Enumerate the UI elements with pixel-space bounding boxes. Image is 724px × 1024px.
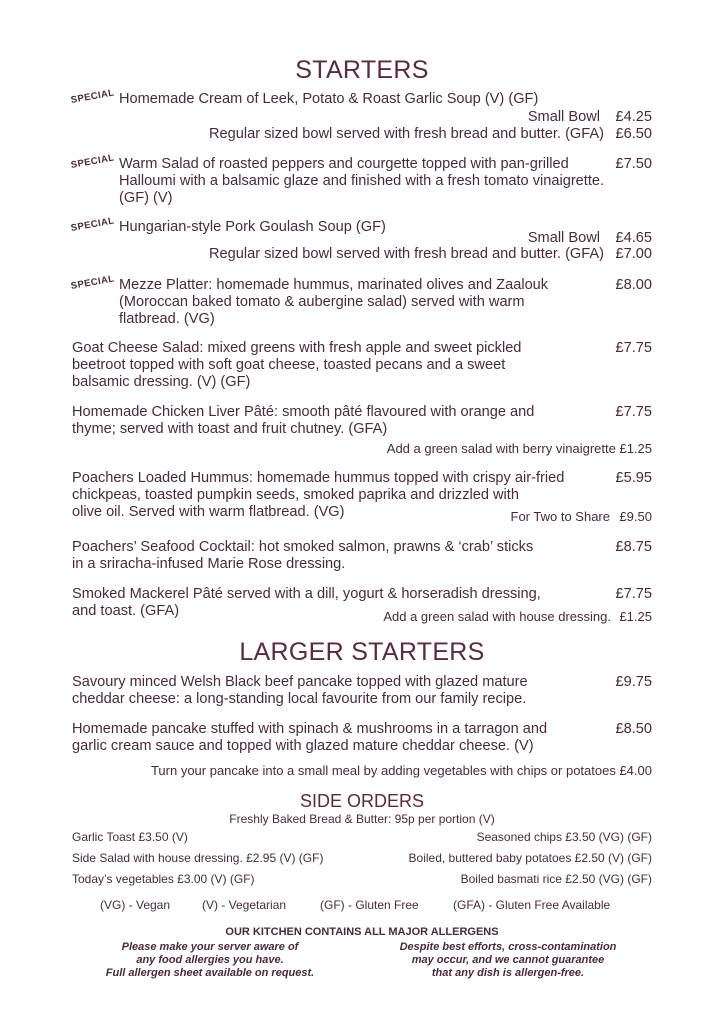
- item-price: £7.75: [615, 404, 652, 420]
- special-tag: SPECIAL: [70, 152, 116, 171]
- item-description-line: garlic cream sauce and topped with glazed mature cheddar cheese. (V): [72, 738, 534, 754]
- item-description-line: Homemade pancake stuffed with spinach & mushrooms in a tarragon and: [72, 721, 548, 737]
- add-salad-note: Add a green salad with berry vinaigrette £1.25: [386, 441, 652, 456]
- key-vegetarian: (V) - Vegetarian: [202, 898, 287, 912]
- item-description-line: flatbread. (VG): [119, 311, 215, 327]
- item-description-line: chickpeas, toasted pumpkin seeds, smoked paprika and drizzled with: [72, 487, 519, 503]
- item-price: £7.75: [615, 586, 652, 602]
- item-price: £7.50: [615, 156, 652, 172]
- item-description-line: Homemade Chicken Liver Pâté: smooth pâté flavoured with orange and: [72, 404, 535, 420]
- item-description-line: Warm Salad of roasted peppers and courgette topped with pan-grilled: [119, 156, 569, 172]
- regular-bowl-price: £6.50: [615, 126, 652, 142]
- item-description-line: Goat Cheese Salad: mixed greens with fresh apple and sweet pickled: [72, 340, 522, 356]
- item-price: £8.00: [615, 277, 652, 293]
- item-description-line: Savoury minced Welsh Black beef pancake topped with glazed mature: [72, 674, 528, 690]
- item-price: £7.75: [615, 340, 652, 356]
- item-price: £8.75: [615, 539, 652, 555]
- small-bowl-price: £4.25: [615, 109, 652, 125]
- allergen-advice-line: Please make your server aware of: [121, 941, 299, 953]
- special-tag: SPECIAL: [70, 215, 116, 234]
- pancake-meal-note: Turn your pancake into a small meal by adding vegetables with chips or potatoes £4.00: [150, 763, 652, 778]
- item-description-line: and toast. (GFA): [72, 603, 180, 619]
- share-price: £9.50: [619, 509, 652, 524]
- allergen-warning-line: that any dish is allergen-free.: [431, 967, 585, 979]
- item-description-line: (GF) (V): [119, 190, 173, 206]
- side-item: Boiled, buttered baby potatoes £2.50 (V) (GF): [408, 851, 652, 865]
- item-description-line: Poachers’ Seafood Cocktail: hot smoked salmon, prawns & ‘crab’ sticks: [72, 539, 534, 555]
- side-item: Garlic Toast £3.50 (V): [72, 830, 188, 844]
- key-gluten-free-available: (GFA) - Gluten Free Available: [453, 898, 611, 912]
- add-salad-label: Add a green salad with house dressing.: [383, 609, 611, 624]
- key-vegan: (VG) - Vegan: [100, 898, 171, 912]
- item-description-line: beetroot topped with soft goat cheese, toasted pecans and a sweet: [72, 357, 506, 373]
- regular-bowl-label: Regular sized bowl served with fresh bread and butter. (GFA): [208, 246, 604, 262]
- item-description-line: Poachers Loaded Hummus: homemade hummus topped with crispy air-fried: [72, 470, 565, 486]
- bread-and-butter: Freshly Baked Bread & Butter: 95p per portion (V): [229, 812, 495, 826]
- item-description-line: Halloumi with a balsamic glaze and finished with a fresh tomato vinaigrette.: [119, 173, 605, 189]
- share-label: For Two to Share: [510, 509, 610, 524]
- item-description-line: Mezze Platter: homemade hummus, marinated olives and Zaalouk: [119, 277, 549, 293]
- item-price: £9.75: [615, 674, 652, 690]
- special-tag: SPECIAL: [70, 87, 116, 106]
- item-description: Hungarian-style Pork Goulash Soup (GF): [119, 219, 386, 235]
- item-description-line: Smoked Mackerel Pâté served with a dill, yogurt & horseradish dressing,: [72, 586, 541, 602]
- larger-starters-heading: LARGER STARTERS: [239, 638, 485, 666]
- regular-bowl-price: £7.00: [615, 246, 652, 262]
- allergen-heading: OUR KITCHEN CONTAINS ALL MAJOR ALLERGENS: [225, 926, 499, 938]
- allergen-warning-line: Despite best efforts, cross-contamination: [399, 941, 617, 953]
- regular-bowl-label: Regular sized bowl served with fresh bread and butter. (GFA): [208, 126, 604, 142]
- key-gluten-free: (GF) - Gluten Free: [320, 898, 419, 912]
- add-salad-price: £1.25: [619, 609, 652, 624]
- item-price: £5.95: [615, 470, 652, 486]
- starters-heading: STARTERS: [295, 56, 429, 84]
- small-bowl-price: £4.65: [615, 230, 652, 246]
- side-item: Today’s vegetables £3.00 (V) (GF): [72, 872, 255, 886]
- side-item: Side Salad with house dressing. £2.95 (V) (GF): [72, 851, 324, 865]
- item-description-line: (Moroccan baked tomato & aubergine salad) served with warm: [119, 294, 525, 310]
- item-description-line: cheddar cheese: a long-standing local favourite from our family recipe.: [72, 691, 527, 707]
- item-description: Homemade Cream of Leek, Potato & Roast Garlic Soup (V) (GF): [119, 91, 539, 107]
- item-description-line: olive oil. Served with warm flatbread. (VG): [72, 504, 345, 520]
- special-tag: SPECIAL: [70, 273, 116, 292]
- item-description-line: thyme; served with toast and fruit chutney. (GFA): [72, 421, 388, 437]
- allergen-advice-line: any food allergies you have.: [136, 954, 284, 966]
- side-item: Seasoned chips £3.50 (VG) (GF): [476, 830, 652, 844]
- small-bowl-label: Small Bowl: [527, 109, 600, 125]
- item-description-line: balsamic dressing. (V) (GF): [72, 374, 251, 390]
- item-description-line: in a sriracha-infused Marie Rose dressing.: [72, 556, 346, 572]
- allergen-warning-line: may occur, and we cannot guarantee: [411, 954, 605, 966]
- allergen-advice-line: Full allergen sheet available on request.: [105, 967, 315, 979]
- item-price: £8.50: [615, 721, 652, 737]
- small-bowl-label: Small Bowl: [527, 230, 600, 246]
- side-item: Boiled basmati rice £2.50 (VG) (GF): [460, 872, 652, 886]
- side-orders-heading: SIDE ORDERS: [299, 791, 425, 811]
